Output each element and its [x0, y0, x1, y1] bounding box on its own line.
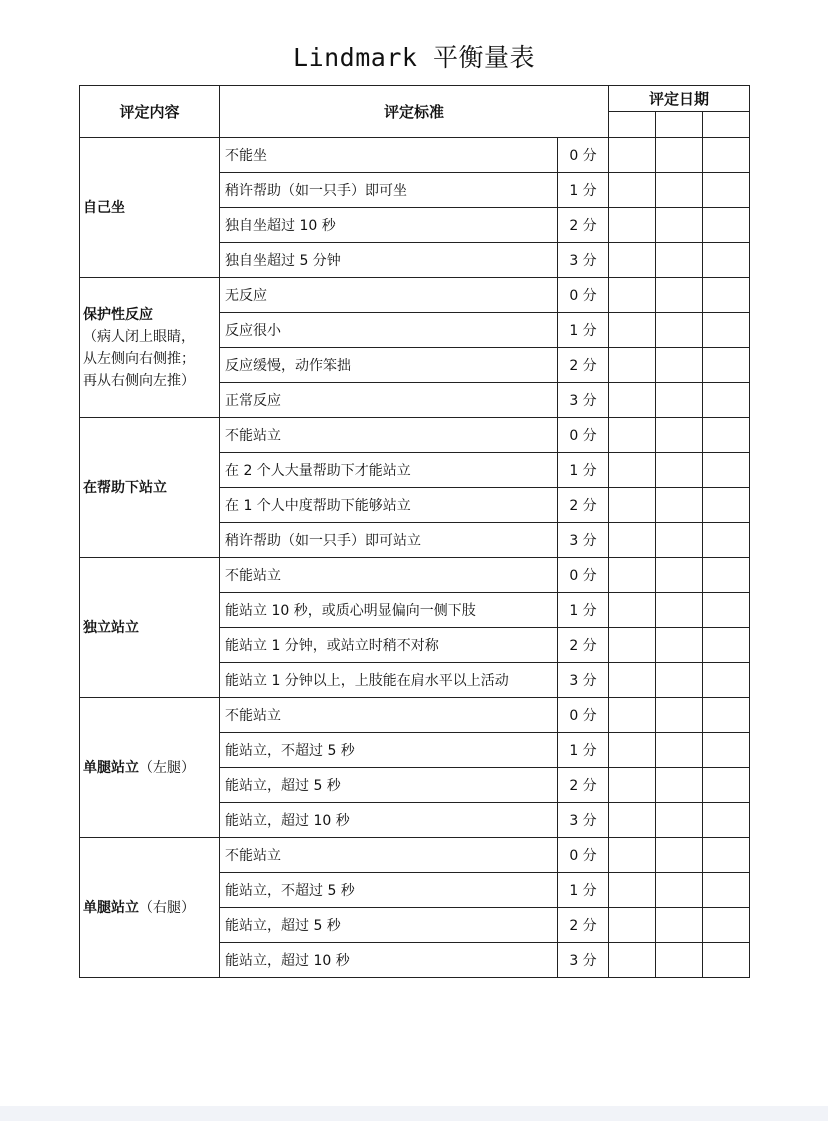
date-entry-cell[interactable] — [609, 768, 656, 803]
date-entry-cell[interactable] — [609, 663, 656, 698]
score-cell: 1 分 — [558, 313, 609, 348]
assessment-item — [80, 138, 220, 278]
score-cell: 3 分 — [558, 663, 609, 698]
date-entry-cell[interactable] — [656, 488, 703, 523]
date-entry-cell[interactable] — [609, 803, 656, 838]
criteria-cell: 不能站立 — [220, 698, 558, 733]
table-row — [80, 418, 750, 453]
date-entry-cell[interactable] — [609, 838, 656, 873]
date-entry-cell[interactable] — [656, 593, 703, 628]
date-entry-cell[interactable] — [656, 558, 703, 593]
criteria-cell: 在 2 个人大量帮助下才能站立 — [220, 453, 558, 488]
criteria-cell: 能站立，超过 5 秒 — [220, 908, 558, 943]
criteria-cell: 独自坐超过 5 分钟 — [220, 243, 558, 278]
table-body — [80, 138, 750, 978]
date-entry-cell[interactable] — [656, 733, 703, 768]
date-entry-cell[interactable] — [656, 453, 703, 488]
date-entry-cell[interactable] — [656, 628, 703, 663]
date-entry-cell[interactable] — [656, 173, 703, 208]
table-row — [80, 838, 750, 873]
score-cell: 0 分 — [558, 138, 609, 173]
date-entry-cell[interactable] — [609, 523, 656, 558]
date-entry-cell[interactable] — [609, 628, 656, 663]
date-entry-cell[interactable] — [609, 313, 656, 348]
date-entry-cell[interactable] — [703, 628, 750, 663]
score-cell: 3 分 — [558, 523, 609, 558]
assessment-item-suffix: （左腿） — [139, 759, 195, 776]
date-entry-cell[interactable] — [703, 733, 750, 768]
date-entry-cell[interactable] — [609, 873, 656, 908]
date-entry-cell[interactable] — [656, 383, 703, 418]
criteria-cell: 稍许帮助（如一只手）即可坐 — [220, 173, 558, 208]
date-entry-cell[interactable] — [609, 698, 656, 733]
assessment-item-title: 独立站立 — [83, 619, 139, 636]
date-entry-cell[interactable] — [703, 208, 750, 243]
date-entry-cell[interactable] — [656, 278, 703, 313]
bottom-band — [0, 1106, 828, 1121]
assessment-item-note: 从左侧向右侧推； — [83, 350, 195, 367]
criteria-cell: 能站立 1 分钟以上，上肢能在肩水平以上活动 — [220, 663, 558, 698]
date-entry-cell[interactable] — [609, 348, 656, 383]
score-cell: 3 分 — [558, 943, 609, 978]
date-entry-cell[interactable] — [656, 313, 703, 348]
date-entry-cell[interactable] — [703, 138, 750, 173]
assessment-item-note: （病人闭上眼睛， — [83, 328, 195, 345]
criteria-cell: 能站立 10 秒，或质心明显偏向一侧下肢 — [220, 593, 558, 628]
assessment-item-title: 在帮助下站立 — [83, 479, 167, 496]
date-entry-cell[interactable] — [703, 838, 750, 873]
table-row — [80, 698, 750, 733]
date-entry-cell[interactable] — [703, 873, 750, 908]
date-entry-cell[interactable] — [703, 278, 750, 313]
date-entry-cell[interactable] — [703, 173, 750, 208]
date-entry-cell[interactable] — [609, 453, 656, 488]
criteria-cell: 反应很小 — [220, 313, 558, 348]
date-entry-cell[interactable] — [703, 663, 750, 698]
score-cell: 0 分 — [558, 558, 609, 593]
date-entry-cell[interactable] — [703, 943, 750, 978]
date-entry-cell[interactable] — [656, 873, 703, 908]
score-cell: 1 分 — [558, 173, 609, 208]
date-entry-cell[interactable] — [656, 418, 703, 453]
criteria-cell: 不能站立 — [220, 418, 558, 453]
date-column-1-header[interactable] — [609, 112, 656, 138]
score-cell: 2 分 — [558, 908, 609, 943]
date-entry-cell[interactable] — [703, 523, 750, 558]
score-cell: 0 分 — [558, 698, 609, 733]
date-entry-cell[interactable] — [703, 313, 750, 348]
score-cell: 2 分 — [558, 488, 609, 523]
score-cell: 0 分 — [558, 838, 609, 873]
header-date: 评定日期 — [609, 86, 750, 112]
assessment-item-title: 单腿站立 — [83, 759, 139, 776]
date-column-3-header[interactable] — [703, 112, 750, 138]
date-entry-cell[interactable] — [656, 243, 703, 278]
date-entry-cell[interactable] — [656, 943, 703, 978]
date-entry-cell[interactable] — [703, 558, 750, 593]
criteria-cell: 能站立，超过 10 秒 — [220, 803, 558, 838]
date-entry-cell[interactable] — [656, 208, 703, 243]
score-cell: 3 分 — [558, 243, 609, 278]
score-cell: 3 分 — [558, 383, 609, 418]
score-cell: 1 分 — [558, 873, 609, 908]
date-column-2-header[interactable] — [656, 112, 703, 138]
date-entry-cell[interactable] — [609, 383, 656, 418]
date-entry-cell[interactable] — [656, 803, 703, 838]
criteria-cell: 不能站立 — [220, 558, 558, 593]
score-cell: 0 分 — [558, 278, 609, 313]
date-entry-cell[interactable] — [703, 593, 750, 628]
criteria-cell: 在 1 个人中度帮助下能够站立 — [220, 488, 558, 523]
date-entry-cell[interactable] — [609, 173, 656, 208]
date-entry-cell[interactable] — [609, 278, 656, 313]
table-row — [80, 138, 750, 173]
table-row — [80, 278, 750, 313]
date-entry-cell[interactable] — [609, 943, 656, 978]
criteria-cell: 能站立，超过 10 秒 — [220, 943, 558, 978]
date-entry-cell[interactable] — [703, 803, 750, 838]
assessment-item-suffix: （右腿） — [139, 899, 195, 916]
assessment-item-note: 再从右侧向左推） — [83, 372, 195, 389]
date-entry-cell[interactable] — [703, 908, 750, 943]
date-entry-cell[interactable] — [703, 418, 750, 453]
date-entry-cell[interactable] — [656, 138, 703, 173]
criteria-cell: 能站立，超过 5 秒 — [220, 768, 558, 803]
date-entry-cell[interactable] — [703, 243, 750, 278]
assessment-item — [80, 698, 220, 838]
date-entry-cell[interactable] — [656, 908, 703, 943]
date-entry-cell[interactable] — [609, 908, 656, 943]
assessment-item-title: 单腿站立 — [83, 899, 139, 916]
score-cell: 2 分 — [558, 768, 609, 803]
score-cell: 0 分 — [558, 418, 609, 453]
score-cell: 3 分 — [558, 803, 609, 838]
score-cell: 2 分 — [558, 208, 609, 243]
date-entry-cell[interactable] — [656, 663, 703, 698]
assessment-item — [80, 418, 220, 558]
assessment-item — [80, 838, 220, 978]
date-entry-cell[interactable] — [609, 418, 656, 453]
date-entry-cell[interactable] — [703, 698, 750, 733]
criteria-cell: 正常反应 — [220, 383, 558, 418]
date-entry-cell[interactable] — [703, 768, 750, 803]
criteria-cell: 能站立，不超过 5 秒 — [220, 733, 558, 768]
score-cell: 1 分 — [558, 453, 609, 488]
date-entry-cell[interactable] — [656, 838, 703, 873]
assessment-item-title: 保护性反应 — [83, 306, 153, 323]
header-criteria: 评定标准 — [220, 86, 609, 138]
date-entry-cell[interactable] — [703, 488, 750, 523]
date-entry-cell[interactable] — [609, 208, 656, 243]
criteria-cell: 不能站立 — [220, 838, 558, 873]
criteria-cell: 能站立，不超过 5 秒 — [220, 873, 558, 908]
score-cell: 2 分 — [558, 628, 609, 663]
date-entry-cell[interactable] — [609, 593, 656, 628]
assessment-item-title: 自己坐 — [83, 199, 125, 216]
date-entry-cell[interactable] — [703, 383, 750, 418]
date-entry-cell[interactable] — [656, 523, 703, 558]
date-entry-cell[interactable] — [609, 138, 656, 173]
date-entry-cell[interactable] — [656, 768, 703, 803]
date-entry-cell[interactable] — [656, 698, 703, 733]
date-entry-cell[interactable] — [609, 488, 656, 523]
score-cell: 1 分 — [558, 593, 609, 628]
balance-scale-table — [79, 85, 750, 978]
header-content: 评定内容 — [80, 86, 220, 138]
date-entry-cell[interactable] — [656, 348, 703, 383]
score-cell: 2 分 — [558, 348, 609, 383]
date-entry-cell[interactable] — [609, 558, 656, 593]
score-cell: 1 分 — [558, 733, 609, 768]
date-entry-cell[interactable] — [609, 733, 656, 768]
assessment-item — [80, 558, 220, 698]
criteria-cell: 稍许帮助（如一只手）即可站立 — [220, 523, 558, 558]
criteria-cell: 能站立 1 分钟，或站立时稍不对称 — [220, 628, 558, 663]
criteria-cell: 无反应 — [220, 278, 558, 313]
page-title: Lindmark 平衡量表 — [293, 43, 535, 72]
date-entry-cell[interactable] — [703, 348, 750, 383]
assessment-item — [80, 278, 220, 418]
date-entry-cell[interactable] — [609, 243, 656, 278]
criteria-cell: 不能坐 — [220, 138, 558, 173]
criteria-cell: 反应缓慢，动作笨拙 — [220, 348, 558, 383]
date-entry-cell[interactable] — [703, 453, 750, 488]
table-row — [80, 558, 750, 593]
criteria-cell: 独自坐超过 10 秒 — [220, 208, 558, 243]
